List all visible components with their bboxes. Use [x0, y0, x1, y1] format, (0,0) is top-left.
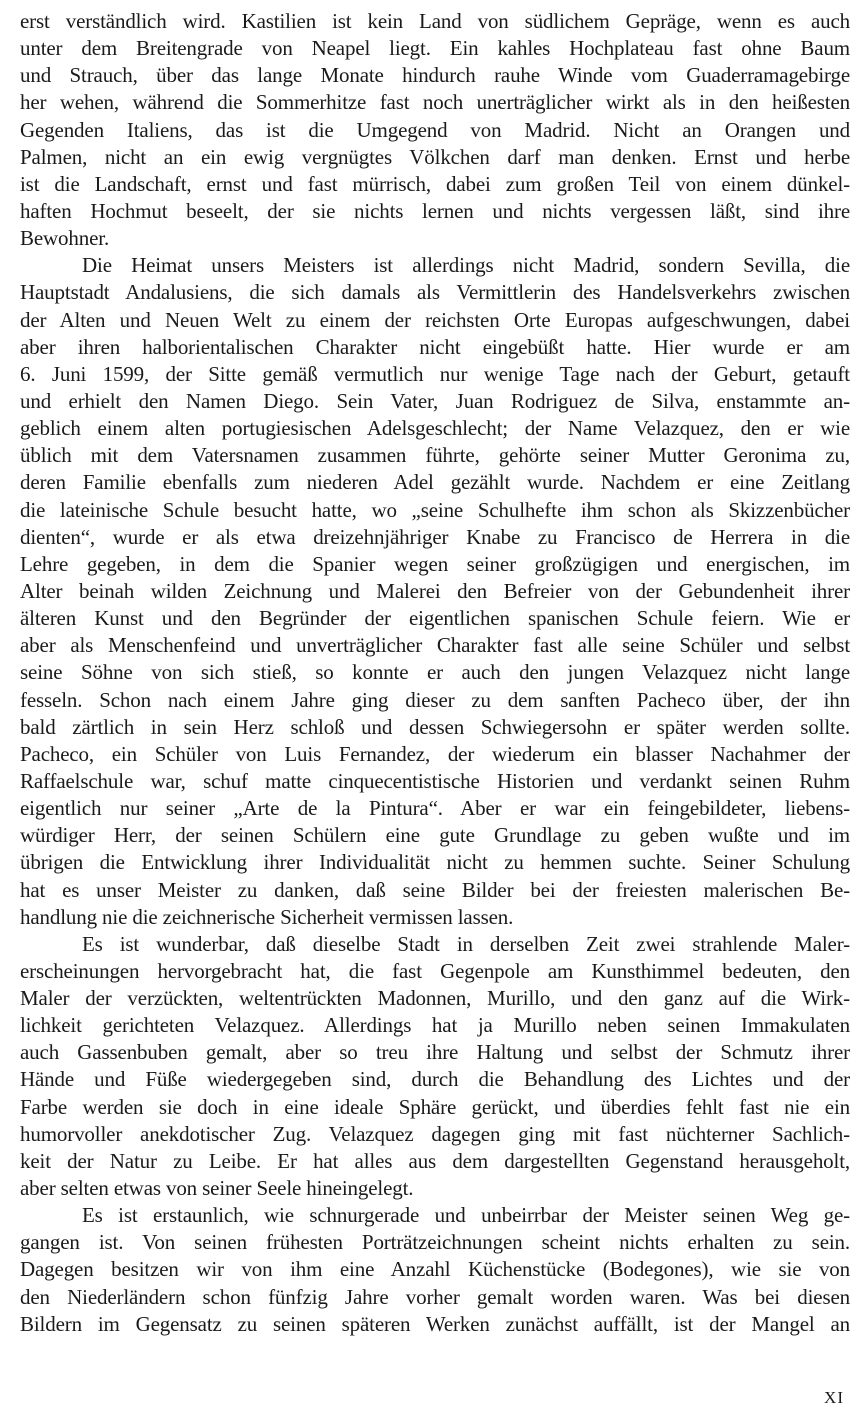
- text-line: geblich einem alten portugiesischen Adelsgeschlecht; der Name Velazquez, den er wie: [20, 416, 850, 441]
- body-text: [20, 8, 850, 1338]
- paragraph: [20, 1202, 850, 1338]
- text-line: aber ihren halborientalischen Charakter nicht eingebüßt hatte. Hier wurde er am: [20, 334, 850, 359]
- text-line: deren Familie ebenfalls zum niederen Adel gezählt wurde. Nachdem er eine Zeitlang: [20, 470, 850, 495]
- text-line: handlung nie die zeichnerische Sicherheit vermissen lassen.: [20, 904, 514, 929]
- text-line: keit der Natur zu Leibe. Er hat alles aus dem dargestellten Gegenstand herausgeholt,: [20, 1148, 850, 1173]
- text-line: lichkeit gerichteten Velazquez. Allerdings hat ja Murillo neben seinen Immakulaten: [20, 1013, 850, 1038]
- text-line: bald zärtlich in sein Herz schloß und dessen Schwiegersohn er später werden sollte.: [20, 714, 850, 739]
- text-line: Maler der verzückten, weltentrückten Madonnen, Murillo, und den ganz auf die Wirk-: [20, 986, 850, 1011]
- text-line: Raffaelschule war, schuf matte cinquecentistische Historien und verdankt seinen Ruhm: [20, 768, 850, 793]
- text-line: Alter beinah wilden Zeichnung und Malerei den Befreier von der Gebundenheit ihrer: [20, 578, 850, 603]
- text-line: aber als Menschenfeind und unverträglicher Charakter fast alle seine Schüler und selbst: [20, 633, 850, 658]
- text-line: hat es unser Meister zu danken, daß seine Bilder bei der freiesten malerischen Be-: [20, 877, 850, 902]
- text-line: Es ist wunderbar, daß dieselbe Stadt in derselben Zeit zwei strahlende Maler-: [82, 931, 850, 956]
- text-line: übrigen die Entwicklung ihrer Individualität nicht zu hemmen suchte. Seiner Schulung: [20, 850, 850, 875]
- text-line: Hände und Füße wiedergegeben sind, durch die Behandlung des Lichtes und der: [20, 1067, 850, 1092]
- text-line: 6. Juni 1599, der Sitte gemäß vermutlich nur wenige Tage nach der Geburt, getauft: [20, 361, 850, 386]
- text-line: ist die Landschaft, ernst und fast mürrisch, dabei zum großen Teil von einem dünkel-: [20, 171, 850, 196]
- text-line: erst verständlich wird. Kastilien ist kein Land von südlichem Gepräge, wenn es auch: [20, 9, 850, 33]
- text-line: Die Heimat unsers Meisters ist allerdings nicht Madrid, sondern Sevilla, die: [82, 253, 850, 278]
- text-line: eigentlich nur seiner „Arte de la Pintura“. Aber er war ein feingebildeter, liebens-: [20, 796, 850, 821]
- text-line: Gegenden Italiens, das ist die Umgegend von Madrid. Nicht an Orangen und: [20, 117, 850, 142]
- text-line: haften Hochmut beseelt, der sie nichts lernen und nichts vergessen läßt, sind ihre: [20, 198, 850, 223]
- paragraph: [20, 931, 850, 1202]
- text-line: auch Gassenbuben gemalt, aber so treu ihre Haltung und selbst der Schmutz ihrer: [20, 1040, 850, 1065]
- text-line: Bildern im Gegensatz zu seinen späteren Werken zunächst auffällt, ist der Mangel an: [20, 1311, 850, 1336]
- text-line: aber selten etwas von seiner Seele hineingelegt.: [20, 1176, 414, 1201]
- text-line: die lateinische Schule besucht hatte, wo „seine Schulhefte ihm schon als Skizzenbücher: [20, 497, 850, 522]
- text-line: und Strauch, über das lange Monate hindurch rauhe Winde vom Guaderramagebirge: [20, 63, 850, 88]
- text-line: seine Söhne von sich stieß, so konnte er auch den jungen Velazquez nicht lange: [20, 660, 850, 685]
- text-line: Palmen, nicht an ein ewig vergnügtes Völkchen darf man denken. Ernst und herbe: [20, 144, 850, 169]
- paragraph: [20, 8, 850, 252]
- text-line: fesseln. Schon nach einem Jahre ging dieser zu dem sanften Pacheco über, der ihn: [20, 687, 850, 712]
- text-line: üblich mit dem Vatersnamen zusammen führte, gehörte seiner Mutter Geronima zu,: [20, 443, 850, 468]
- text-line: und erhielt den Namen Diego. Sein Vater, Juan Rodriguez de Silva, enstammte an-: [20, 388, 850, 413]
- text-line: Farbe werden sie doch in eine ideale Sphäre gerückt, und überdies fehlt fast nie ein: [20, 1094, 850, 1119]
- text-line: unter dem Breitengrade von Neapel liegt. Ein kahles Hochplateau fast ohne Baum: [20, 36, 850, 61]
- text-line: her wehen, während die Sommerhitze fast noch unerträglicher wirkt als in den heißesten: [20, 90, 850, 115]
- text-line: dienten“, wurde er als etwa dreizehnjähriger Knabe zu Francisco de Herrera in die: [20, 524, 850, 549]
- text-line: humorvoller anekdotischer Zug. Velazquez dagegen ging mit fast nüchterner Sachlich-: [20, 1121, 850, 1146]
- text-line: der Alten und Neuen Welt zu einem der reichsten Orte Europas aufgeschwungen, dabei: [20, 307, 850, 332]
- text-line: älteren Kunst und den Begründer der eigentlichen spanischen Schule feiern. Wie er: [20, 606, 850, 631]
- paragraph: [20, 252, 850, 931]
- text-line: Pacheco, ein Schüler von Luis Fernandez, der wiederum ein blasser Nachahmer der: [20, 741, 850, 766]
- text-line: gangen ist. Von seinen frühesten Porträtzeichnungen scheint nichts erhalten zu sein.: [20, 1230, 850, 1255]
- text-line: würdiger Herr, der seinen Schülern eine gute Grundlage zu geben wußte und im: [20, 823, 850, 848]
- text-line: Hauptstadt Andalusiens, die sich damals als Vermittlerin des Handelsverkehrs zwischen: [20, 280, 850, 305]
- text-line: Es ist erstaunlich, wie schnurgerade und unbeirrbar der Meister seinen Weg ge-: [82, 1203, 850, 1228]
- text-line: Bewohner.: [20, 226, 110, 251]
- text-line: Lehre gegeben, in dem die Spanier wegen seiner großzügigen und energischen, im: [20, 551, 850, 576]
- text-line: erscheinungen hervorgebracht hat, die fast Gegenpole am Kunsthimmel bedeuten, den: [20, 958, 850, 983]
- page-number: XI: [824, 1388, 844, 1407]
- text-line: Dagegen besitzen wir von ihm eine Anzahl Küchenstücke (Bodegones), wie sie von: [20, 1257, 850, 1282]
- text-line: den Niederländern schon fünfzig Jahre vorher gemalt worden waren. Was bei diesen: [20, 1284, 850, 1309]
